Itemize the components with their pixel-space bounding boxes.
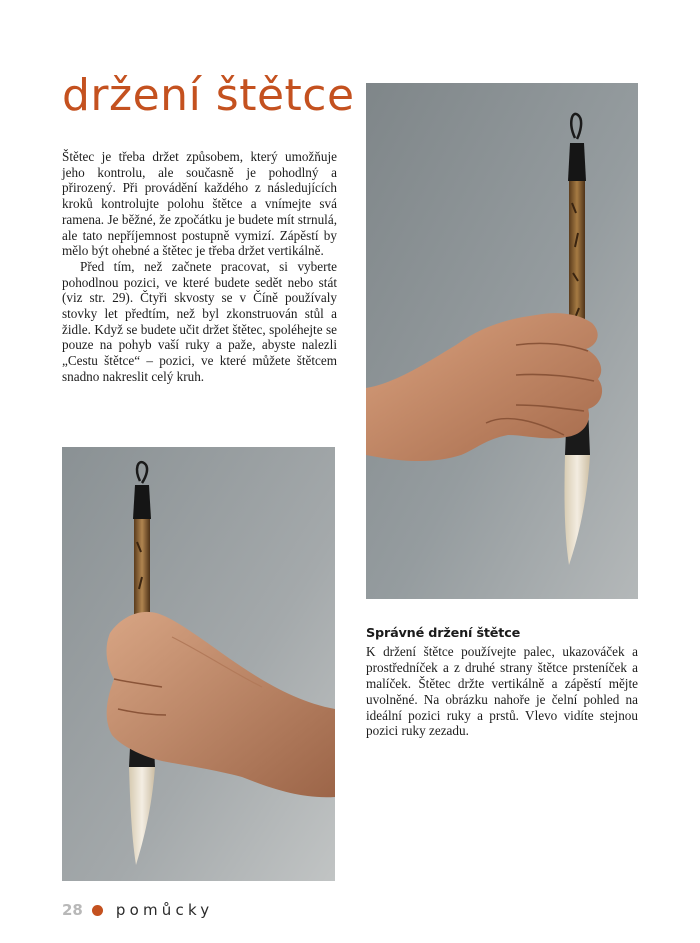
page-number: 28 (62, 901, 83, 919)
page-footer (62, 899, 213, 921)
page-title: držení štětce (62, 70, 355, 121)
caption-text: K držení štětce používejte palec, ukazováček a prostředníček a z druhé strany štětce prsteníček a malíček. Štětec držte vertikálně a zápěstí mějte uvolněné. Na obrázku nahoře je čelní pohled na ideální pozici ruky a prstů. Vlevo vidíte stejnou pozici ruky zezadu. (366, 643, 638, 739)
filled-circle-icon (92, 905, 103, 916)
body-text (62, 149, 337, 385)
section-name: pomůcky (115, 901, 214, 919)
caption-title: Správné držení štětce (366, 626, 521, 641)
photo-hand-back (62, 447, 335, 881)
body-paragraph: Před tím, než začnete pracovat, si vyberte pohodlnou pozici, ve které budete sedět nebo stát (viz str. 29). Čtyři skvosty se v Číně používaly stovky let předtím, než byl zkonstruován stůl a židle. Když se budete učit držet štětec, spoléhejte se pouze na pohyb vaší ruky a paže, abyste nalezli „Cestu štětce“ – pozici, ve které můžete štětcem snadno nakreslit celý kruh. (62, 258, 337, 384)
photo-hand-front (366, 83, 638, 599)
photo-caption (366, 626, 638, 739)
body-paragraph: Štětec je třeba držet způsobem, který umožňuje jeho kontrolu, ale současně je pohodlný a přirozený. Při provádění každého z následujících kroků kontrolujte polohu štětce a vnímejte svá ramena. Je běžné, že zpočátku je budete mít strnulá, ale tato nepříjemnost postupně vymizí. Zápěstí by mělo být ohebné a štětec je třeba držet vertikálně. (62, 149, 337, 259)
